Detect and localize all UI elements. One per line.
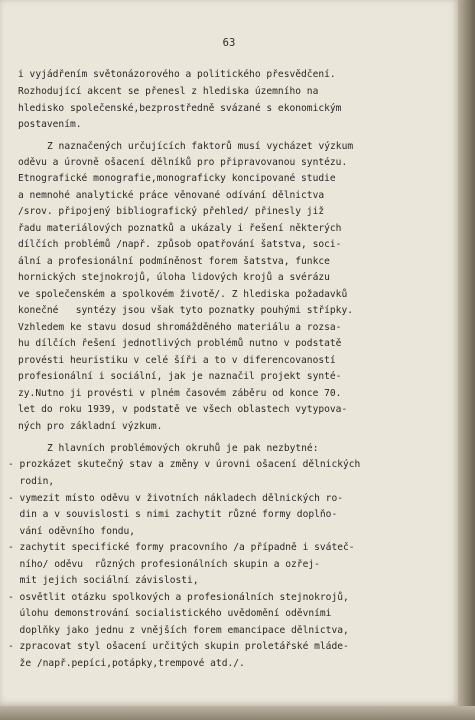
text-line: ální a profesionální podmíněnost forem šatstva, funkce [18,256,330,267]
text-line: i vyjádřením světonázorového a politického přesvědčení. [18,69,336,80]
text-line: ního/ oděvu různých profesionálních skupin a ozřej- [8,559,320,570]
text-line: mit jejich sociální závislosti, [8,575,199,586]
text-line: Vzhledem ke stavu dosud shromážděného materiálu a rozsa- [18,322,342,333]
text-line: oděvu a úrovně ošacení dělníků pro připravovanou syntézu. [18,157,348,168]
text-line: doplňky jako jednu z vnějších forem emancipace dělnictva, [8,625,349,636]
text-line: hornických stejnokrojů, úloha lidových krojů a svérázu [18,272,330,283]
text-line: dílčích problémů /např. způsob opatřování šatstva, soci- [18,239,342,250]
page-edge-right [458,0,475,720]
text-line: Z naznačených určujících faktorů musí vycházet výzkum [47,141,354,152]
text-line: vání oděvního fondu, [8,526,136,537]
text-line: Rozhodující akcent se přenesl z hlediska územního na [18,86,319,97]
text-line: řadu materiálových poznatků a ukázaly i řešení některých [18,223,342,234]
text-line: hu dílčích řešení jednotlivých problémů nutno v podstatě [18,338,342,349]
page-edge-bottom [0,706,475,720]
text-line: - zachytit specifické formy pracovního /a případně i sváteč- [8,542,355,553]
text-line: din a v souvislosti s nimi zachytit různé formy doplňo- [8,509,338,520]
text-line: rodin, [8,476,55,487]
text-line: Etnografické monografie,monograficky koncipované studie [18,173,336,184]
text-line: ných pro základní výzkum. [18,421,163,432]
text-line: - osvětlit otázku spolkových a profesionálních stejnokrojů, [8,592,349,603]
text-line: ve společenském a spolkovém životě/. Z hlediska požadavků [18,289,348,300]
text-line: /srov. připojený bibliografický přehled/ přinesly již [18,206,325,217]
text-line: - prozkázet skutečný stav a změny v úrovni ošacení dělnických [8,459,361,470]
text-line: profesionální i sociální, jak je naznačil projekt synté- [18,371,342,382]
text-line: úlohu demonstrování socialistického uvědomění oděvními [8,608,332,619]
text-line: postavením. [18,119,82,130]
text-line: - vymezit místo oděvu v životních nákladech dělnických ro- [8,493,344,504]
text-line: a nemnohé analytické práce věnované odívání dělnictva [18,190,325,201]
text-line: Z hlavních problémových okruhů je pak nezbytné: [47,443,319,454]
text-line: konečné syntézy jsou však tyto poznatky pouhými střípky. [18,305,354,316]
page-number: 63 [222,37,236,49]
text-line: let do roku 1939, v podstatě ve všech oblastech vytypova- [18,404,348,415]
text-line: že /např.pepíci,potápky,trempové atd./. [8,658,245,669]
text-line: zy.Nutno ji provésti v plném časovém záběru od konce 70. [18,388,342,399]
text-line: hledisko společenské,bezprostředně svázané s ekonomickým [18,103,342,114]
text-line: - zpracovat styl ošacení určitých skupin proletářské mláde- [8,641,349,652]
text-line: provésti heuristiku v celé šíři a to v diferencovaností [18,355,336,366]
